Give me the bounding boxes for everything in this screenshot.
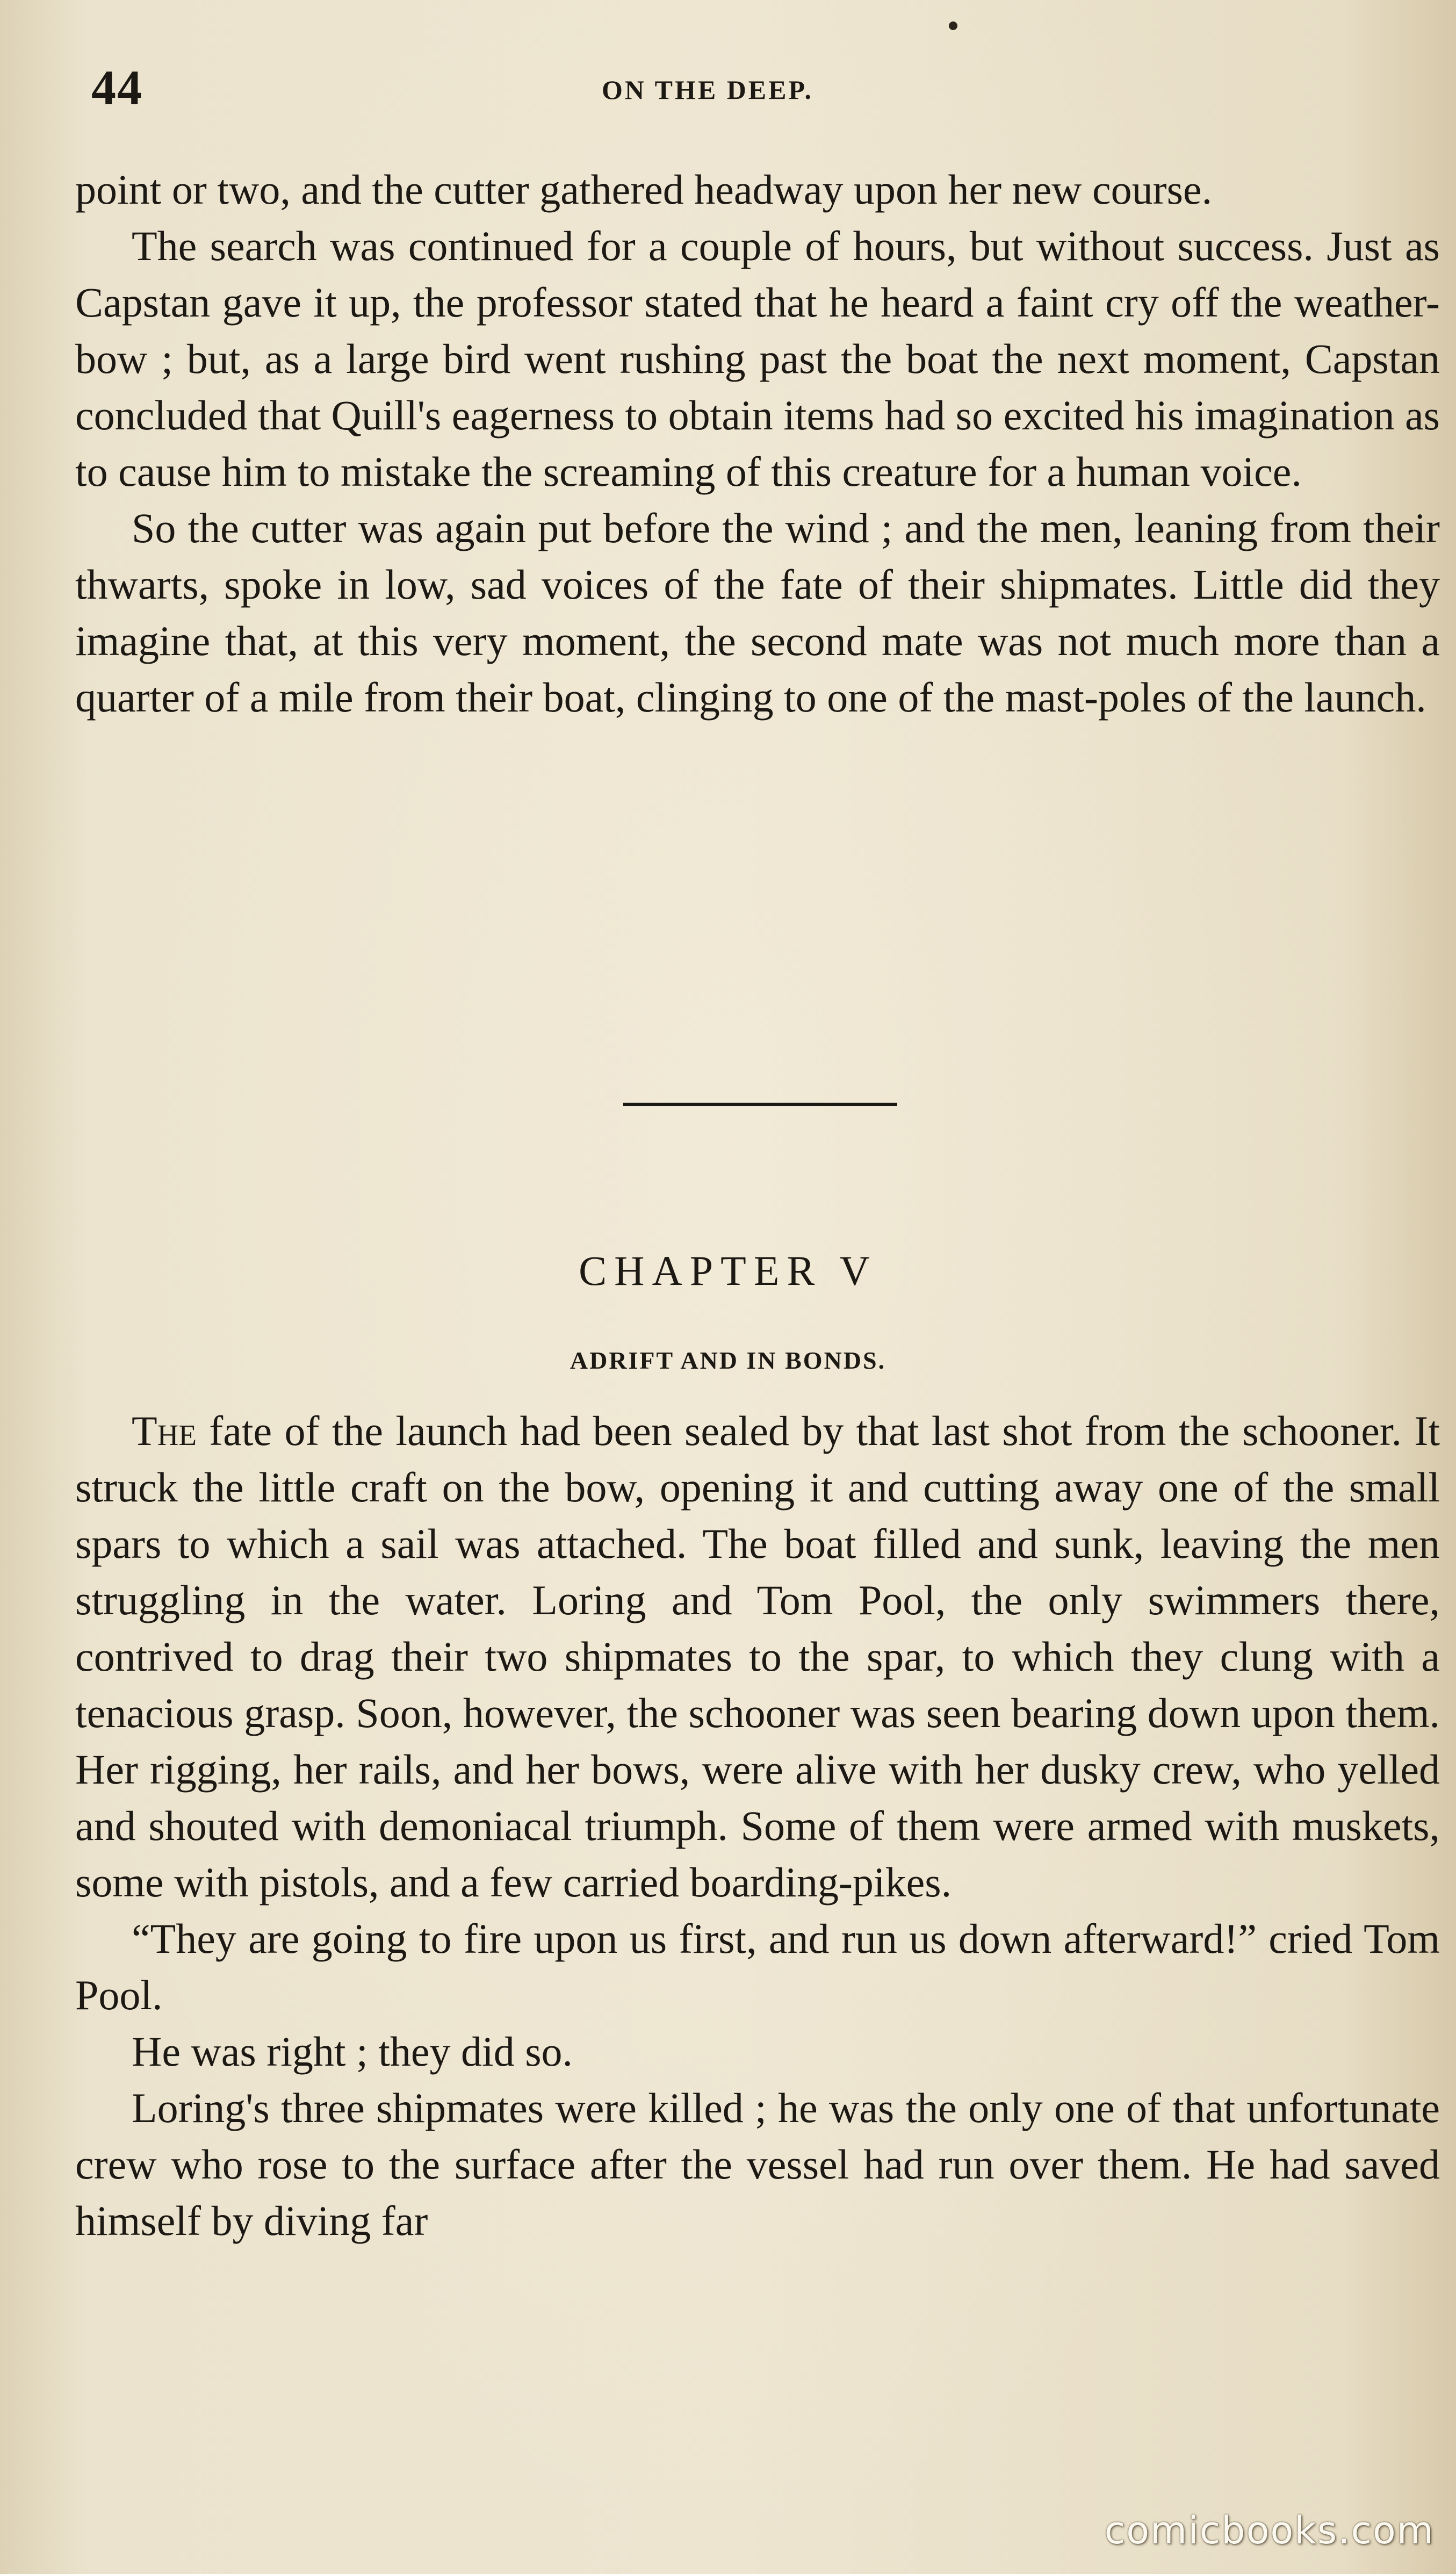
paragraph: Loring's three shipmates were killed ; he was the only one of that unfortunate crew who rose to the surface after the vessel had run over them. He had saved himself by diving far <box>75 2084 1440 2244</box>
paragraph: The search was continued for a couple of hours, but without success. Just as Capstan gave it up, the professor stated that he heard a faint cry off the weather-bow ; but, as a large bird went rushing past the boat the next moment, Capstan concluded that Quill's eagerness to obtain items had so excited his imagination as to cause him to mistake the screaming of this creature for a human voice. <box>75 222 1440 495</box>
paragraph <box>75 1403 1440 1910</box>
chapter-opening-word: The <box>132 1407 197 1454</box>
paragraph: So the cutter was again put before the wind ; and the men, leaning from their thwarts, spoke in low, sad voices of the fate of their shipmates. Little did they imagine that, at this very moment, the second mate was not much more than a quarter of a mile from their boat, clinging to one of the mast-poles of the launch. <box>75 505 1440 721</box>
page-header <box>91 59 1445 124</box>
running-head: ON THE DEEP. <box>602 75 813 105</box>
chapter-title: CHAPTER V <box>579 1247 877 1294</box>
paragraph: point or two, and the cutter gathered headway upon her new course. <box>75 166 1213 213</box>
section-one-text <box>75 161 1440 725</box>
section-two-text <box>75 1403 1440 2249</box>
paragraph: He was right ; they did so. <box>132 2028 573 2075</box>
section-divider-rule <box>623 1103 897 1106</box>
site-watermark: comicbooks.com <box>1104 2508 1435 2553</box>
chapter-subtitle: ADRIFT AND IN BONDS. <box>570 1347 886 1374</box>
paragraph: “They are going to fire upon us first, and run us down afterward!” cried Tom Pool. <box>75 1915 1440 2018</box>
page-number: 44 <box>91 60 143 115</box>
ink-speck <box>949 21 957 30</box>
paragraph-text: fate of the launch had been sealed by that last shot from the schooner. It struck the little craft on the bow, opening it and cutting away one of the small spars to which a sail was attached. The boat filled and sunk, leaving the men struggling in the water. Loring and Tom Pool, the only swimmers there, contrived to drag their two shipmates to the spar, to which they clung with a tenacious grasp. Soon, however, the schooner was seen bearing down upon them. Her rigging, her rails, and her bows, were alive with her dusky crew, who yelled and shouted with demoniacal triumph. Some of them were armed with muskets, some with pistols, and a few carried boarding-pikes. <box>75 1407 1440 1906</box>
